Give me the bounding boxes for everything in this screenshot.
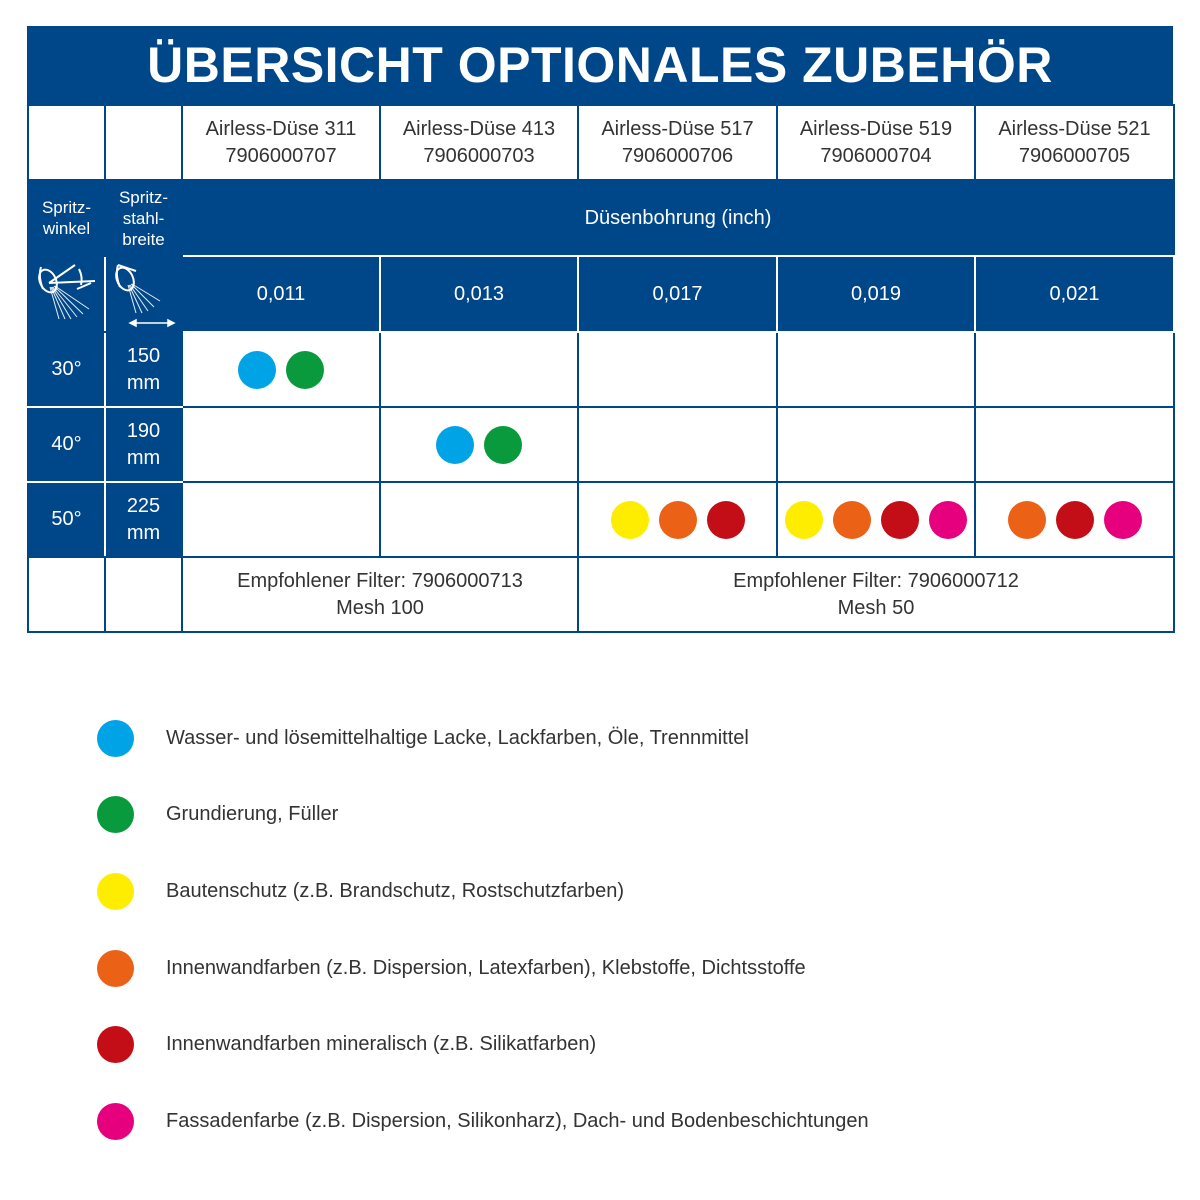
label-row [28,180,1174,256]
red-dot-icon [1056,501,1094,539]
spray-width-icon [112,259,176,329]
spray-angle-label: Spritz- winkel [28,180,105,256]
spray-angle-icon [35,259,99,329]
bore-value: 0,019 [777,256,975,332]
legend-label: Innenwandfarben (z.B. Dispersion, Latexfarben), Klebstoffe, Dichtsstoffe [166,956,806,979]
bore-value: 0,013 [380,256,578,332]
legend-label: Wasser- und lösemittelhaltige Lacke, Lackfarben, Öle, Trennmittel [166,726,749,749]
nozzle-header [578,105,777,180]
magenta-dot-icon [1104,501,1142,539]
angle-row [28,332,1174,407]
legend [97,700,1097,1160]
dots-cell [975,482,1174,557]
nozzle-name: Airless-Düse 519 [799,117,953,140]
material-dots [579,501,776,539]
filter-cell [578,557,1174,632]
bore-value: 0,017 [578,256,777,332]
dots-cell [975,332,1174,407]
legend-item [97,930,1097,1007]
dots-cell [578,482,777,557]
empty-cell [105,557,182,632]
width-value: 225 mm [105,482,182,557]
angle-value: 30° [28,332,105,407]
filter-row [28,557,1174,632]
legend-dot-icon [97,796,134,833]
green-dot-icon [286,351,324,389]
dots-cell [777,482,975,557]
legend-label: Grundierung, Füller [166,803,339,826]
nozzle-name: Airless-Düse 517 [601,117,754,140]
dots-cell [380,332,578,407]
legend-dot-icon [97,873,134,910]
nozzle-number: 7906000703 [423,144,535,167]
legend-dot-icon [97,1103,134,1140]
legend-item [97,853,1097,930]
nozzle-header [777,105,975,180]
nozzle-number: 7906000706 [621,144,734,167]
nozzle-name: Airless-Düse 521 [998,117,1151,140]
nozzle-header-row [28,105,1174,180]
empty-cell [28,105,105,180]
nozzle-name: Airless-Düse 413 [402,117,556,140]
bore-header: Düsenbohrung (inch) [182,180,1174,256]
bore-value: 0,021 [975,256,1174,332]
angle-value: 40° [28,407,105,482]
nozzle-number: 7906000705 [1018,144,1131,167]
legend-dot-icon [97,720,134,757]
dots-cell [380,482,578,557]
legend-item [97,1006,1097,1083]
dots-cell [777,332,975,407]
blue-dot-icon [238,351,276,389]
nozzle-number: 7906000704 [820,144,932,167]
filter-mesh: Mesh 50 [837,596,915,619]
empty-cell [105,105,182,180]
spray-width-label: Spritz- stahl- breite [105,180,182,256]
dots-cell [182,482,380,557]
legend-dot-icon [97,1026,134,1063]
dots-cell [777,407,975,482]
filter-label: Empfohlener Filter: 7906000712 [733,569,1019,592]
bore-value: 0,011 [182,256,380,332]
material-dots [778,501,974,539]
red-dot-icon [881,501,919,539]
magenta-dot-icon [929,501,967,539]
width-value: 190 mm [105,407,182,482]
nozzle-number: 7906000707 [225,144,337,167]
yellow-dot-icon [611,501,649,539]
legend-item [97,777,1097,854]
filter-cell [182,557,578,632]
angle-row [28,407,1174,482]
legend-label: Fassadenfarbe (z.B. Dispersion, Silikonharz), Dach- und Bodenbeschichtungen [166,1109,869,1132]
orange-dot-icon [659,501,697,539]
dots-cell [182,332,380,407]
yellow-dot-icon [785,501,823,539]
orange-dot-icon [833,501,871,539]
legend-dot-icon [97,950,134,987]
filter-label: Empfohlener Filter: 7906000713 [237,569,523,592]
legend-item [97,1083,1097,1160]
legend-label: Innenwandfarben mineralisch (z.B. Silikatfarben) [166,1033,597,1056]
red-dot-icon [707,501,745,539]
spray-angle-icon-cell [28,256,105,332]
width-value: 150 mm [105,332,182,407]
accessory-table [27,104,1175,633]
nozzle-header [182,105,380,180]
legend-item [97,700,1097,777]
material-dots [976,501,1173,539]
filter-mesh: Mesh 100 [336,596,424,619]
legend-label: Bautenschutz (z.B. Brandschutz, Rostschutzfarben) [166,879,624,902]
material-dots [183,351,379,389]
orange-dot-icon [1008,501,1046,539]
dots-cell [578,407,777,482]
bore-row [28,256,1174,332]
page-title: ÜBERSICHT OPTIONALES ZUBEHÖR [27,26,1173,104]
nozzle-name: Airless-Düse 311 [205,117,357,140]
dots-cell [380,407,578,482]
green-dot-icon [484,426,522,464]
dots-cell [975,407,1174,482]
dots-cell [578,332,777,407]
spray-width-icon-cell [105,256,182,332]
material-dots [381,426,577,464]
empty-cell [28,557,105,632]
nozzle-header [975,105,1174,180]
nozzle-header [380,105,578,180]
dots-cell [182,407,380,482]
angle-row [28,482,1174,557]
blue-dot-icon [436,426,474,464]
angle-value: 50° [28,482,105,557]
